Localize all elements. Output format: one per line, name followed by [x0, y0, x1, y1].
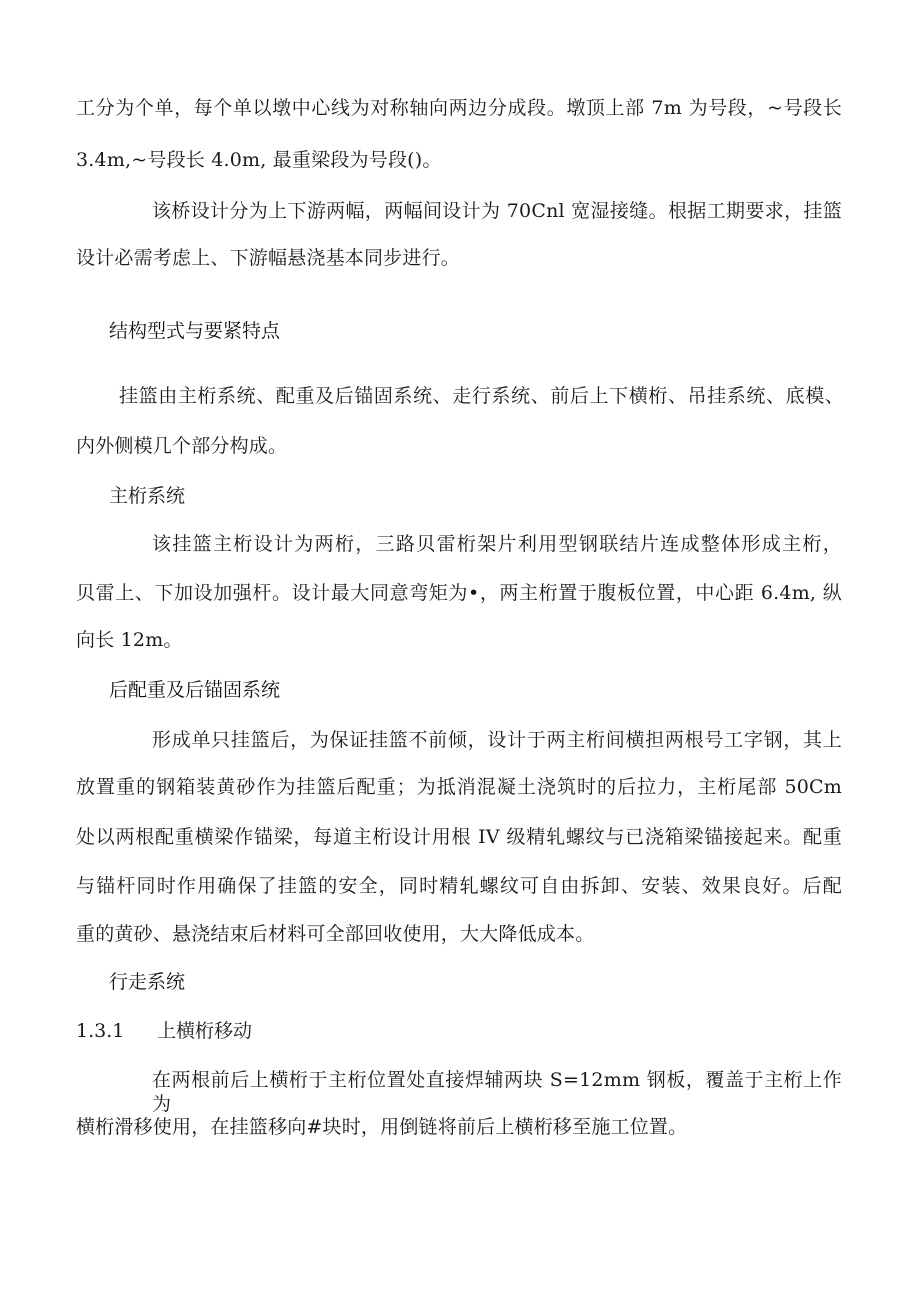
paragraph-3-line-1: 挂篮由主桁系统、配重及后锚固系统、走行系统、前后上下横桁、吊挂系统、底模、 — [119, 385, 844, 407]
paragraph-1-line-1: 工分为个单，每个单以墩中心线为对称轴向两边分成段。墩顶上部 7m 为号段，~号段长 — [76, 97, 842, 119]
paragraph-4-line-3: 向长 12m。 — [76, 629, 183, 651]
subsection-number: 1.3.1 — [76, 1020, 125, 1042]
section-heading-structure: 结构型式与要紧特点 — [109, 320, 281, 342]
paragraph-6-line-2: 横桁滑移使用，在挂篮移向#块时，用倒链将前后上横桁移至施工位置。 — [76, 1116, 688, 1138]
paragraph-5-line-4: 与锚杆同时作用确保了挂篮的安全，同时精轧螺纹可自由拆卸、安装、效果良好。后配 — [76, 875, 842, 897]
subsection-heading-main-truss: 主桁系统 — [109, 485, 186, 507]
paragraph-2-line-2: 设计必需考虑上、下游幅悬浇基本同步进行。 — [76, 247, 461, 269]
section-heading-counterweight: 后配重及后锚固系统 — [109, 679, 281, 701]
paragraph-5-line-2: 放置重的钢箱装黄砂作为挂篮后配重；为抵消混凝土浇筑时的后拉力，主桁尾部 50Cm — [76, 776, 842, 798]
paragraph-5-line-1: 形成单只挂篮后，为保证挂篮不前倾，设计于两主桁间横担两根号工字钢，其上 — [152, 729, 842, 751]
paragraph-1-line-2: 3.4m,~号段长 4.0m, 最重梁段为号段()。 — [76, 149, 442, 171]
section-heading-travel-system: 行走系统 — [109, 971, 186, 993]
paragraph-2-line-1: 该桥设计分为上下游两幅，两幅间设计为 70Cnl 宽湿接缝。根据工期要求，挂篮 — [152, 200, 842, 222]
paragraph-5-line-5: 重的黄砂、悬浇结束后材料可全部回收使用，大大降低成本。 — [76, 923, 595, 945]
paragraph-4-line-1: 该挂篮主桁设计为两桁，三路贝雷桁架片利用型钢联结片连成整体形成主桁， — [152, 533, 842, 555]
subsection-title-upper-truss-move: 上横桁移动 — [157, 1020, 253, 1042]
paragraph-3-line-2: 内外侧模几个部分构成。 — [76, 435, 288, 457]
paragraph-6-line-1: 在两根前后上横桁于主桁位置处直接焊辅两块 S=12mm 钢板，覆盖于主桁上作为 — [152, 1069, 842, 1115]
paragraph-5-line-3: 处以两根配重横梁作锚梁，每道主桁设计用根 IV 级精轧螺纹与已浇箱梁锚接起来。配重 — [76, 826, 842, 848]
paragraph-4-line-2: 贝雷上、下加设加强杆。设计最大同意弯矩为•，两主桁置于腹板位置，中心距 6.4m, 纵 — [76, 582, 842, 604]
